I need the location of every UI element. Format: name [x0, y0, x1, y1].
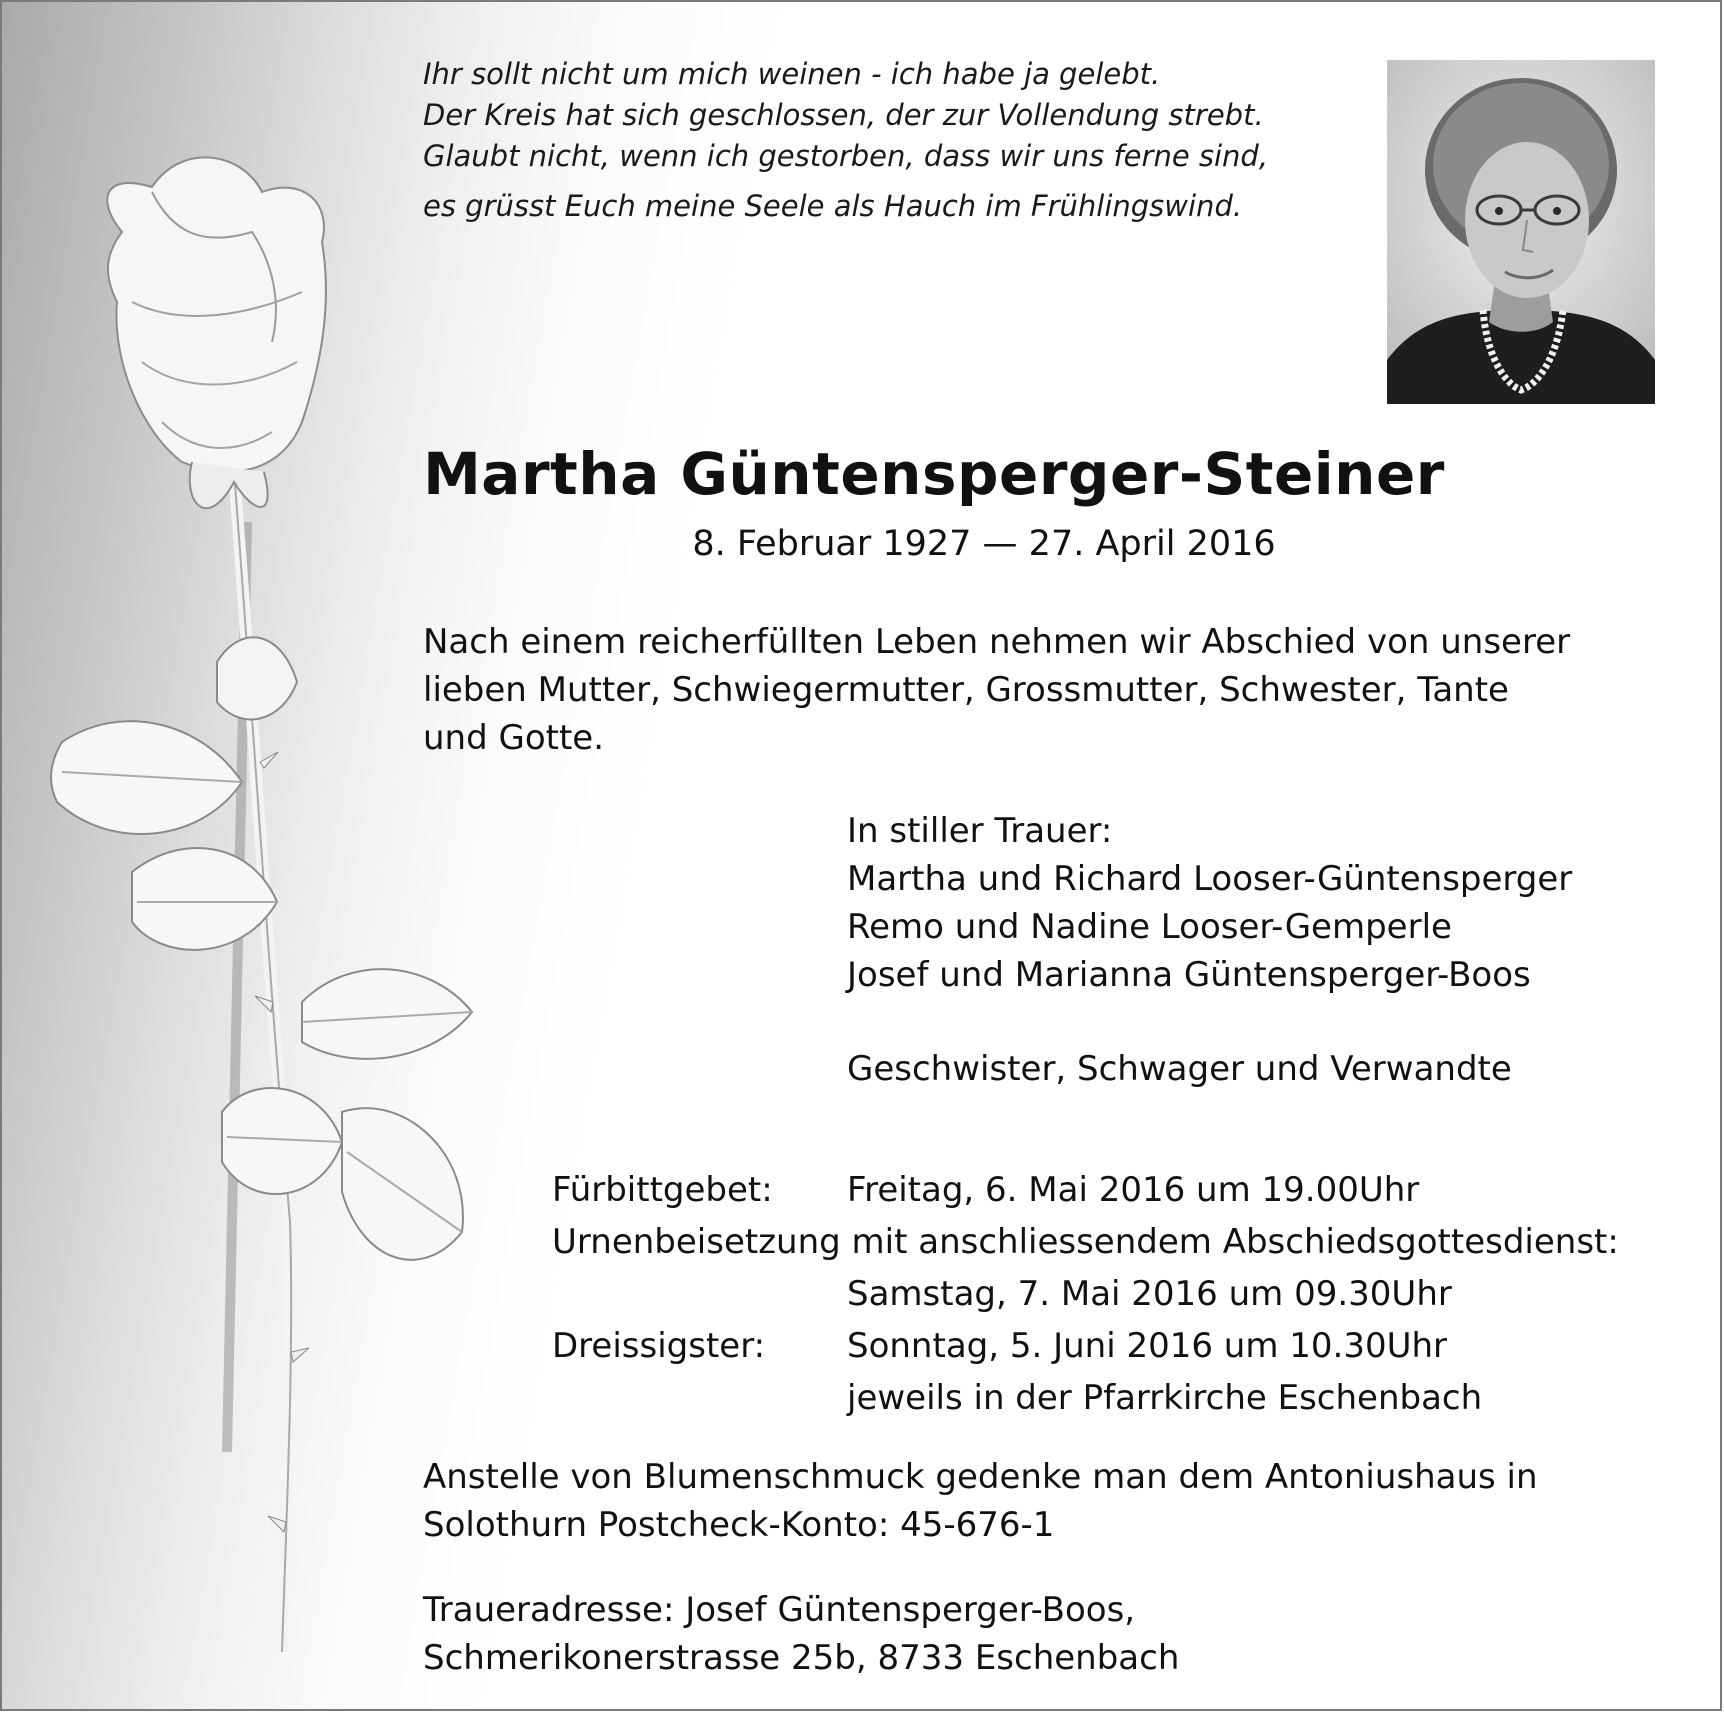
- life-dates: 8. Februar 1927 — 27. April 2016: [692, 524, 1276, 564]
- poem-line: Ihr sollt nicht um mich weinen - ich habe ja gelebt.: [423, 57, 1161, 91]
- mourner-name: Remo und Nadine Looser-Gemperle: [847, 907, 1452, 947]
- poem-line: es grüsst Euch meine Seele als Hauch im Frühlingswind.: [423, 189, 1243, 223]
- mourners-others: Geschwister, Schwager und Verwandte: [847, 1049, 1512, 1089]
- thirtieth-label: Dreissigster:: [552, 1326, 766, 1366]
- burial-date-row: [552, 1268, 1702, 1320]
- donation-note: [423, 1453, 1538, 1549]
- mourner-name: Martha und Richard Looser-Güntensperger: [847, 859, 1573, 899]
- prayer-label: Fürbittgebet:: [552, 1170, 773, 1210]
- poem-line: Glaubt nicht, wenn ich gestorben, dass wir uns ferne sind,: [423, 139, 1269, 173]
- mourners-heading: In stiller Trauer:: [847, 811, 1113, 851]
- thirtieth-row: [552, 1320, 1702, 1372]
- address-line: Schmerikonerstrasse 25b, 8733 Eschenbach: [423, 1638, 1180, 1678]
- donation-line: Solothurn Postcheck-Konto: 45-676-1: [423, 1505, 1055, 1545]
- donation-line: Anstelle von Blumenschmuck gedenke man dem Antoniushaus in: [423, 1457, 1538, 1497]
- mourners-block: [847, 807, 1572, 1093]
- poem: [423, 54, 1268, 227]
- burial-row: [552, 1216, 1702, 1268]
- location-row: [552, 1372, 1702, 1424]
- announcement-line: Nach einem reicherfüllten Leben nehmen wir Abschied von unserer: [423, 622, 1571, 662]
- prayer-row: [552, 1164, 1702, 1216]
- address-line: Traueradresse: Josef Güntensperger-Boos,: [423, 1590, 1136, 1630]
- announcement-line: und Gotte.: [423, 718, 605, 758]
- mourning-address: [423, 1586, 1179, 1682]
- mourner-name: Josef und Marianna Güntensperger-Boos: [847, 955, 1531, 995]
- announcement-line: lieben Mutter, Schwiegermutter, Grossmutter, Schwester, Tante: [423, 670, 1509, 710]
- burial-date: Samstag, 7. Mai 2016 um 09.30Uhr: [847, 1274, 1452, 1314]
- prayer-date: Freitag, 6. Mai 2016 um 19.00Uhr: [847, 1170, 1420, 1210]
- portrait-photo: [1387, 60, 1655, 404]
- thirtieth-date: Sonntag, 5. Juni 2016 um 10.30Uhr: [847, 1326, 1448, 1366]
- services-block: [552, 1164, 1702, 1424]
- burial-label: Urnenbeisetzung mit anschliessendem Abschiedsgottesdienst:: [552, 1222, 1619, 1262]
- service-location: jeweils in der Pfarrkirche Eschenbach: [847, 1378, 1483, 1418]
- portrait-image: [1387, 60, 1655, 404]
- deceased-name: Martha Güntensperger-Steiner: [423, 440, 1445, 508]
- poem-line: Der Kreis hat sich geschlossen, der zur Vollendung strebt.: [423, 98, 1264, 132]
- announcement-text: [423, 618, 1570, 762]
